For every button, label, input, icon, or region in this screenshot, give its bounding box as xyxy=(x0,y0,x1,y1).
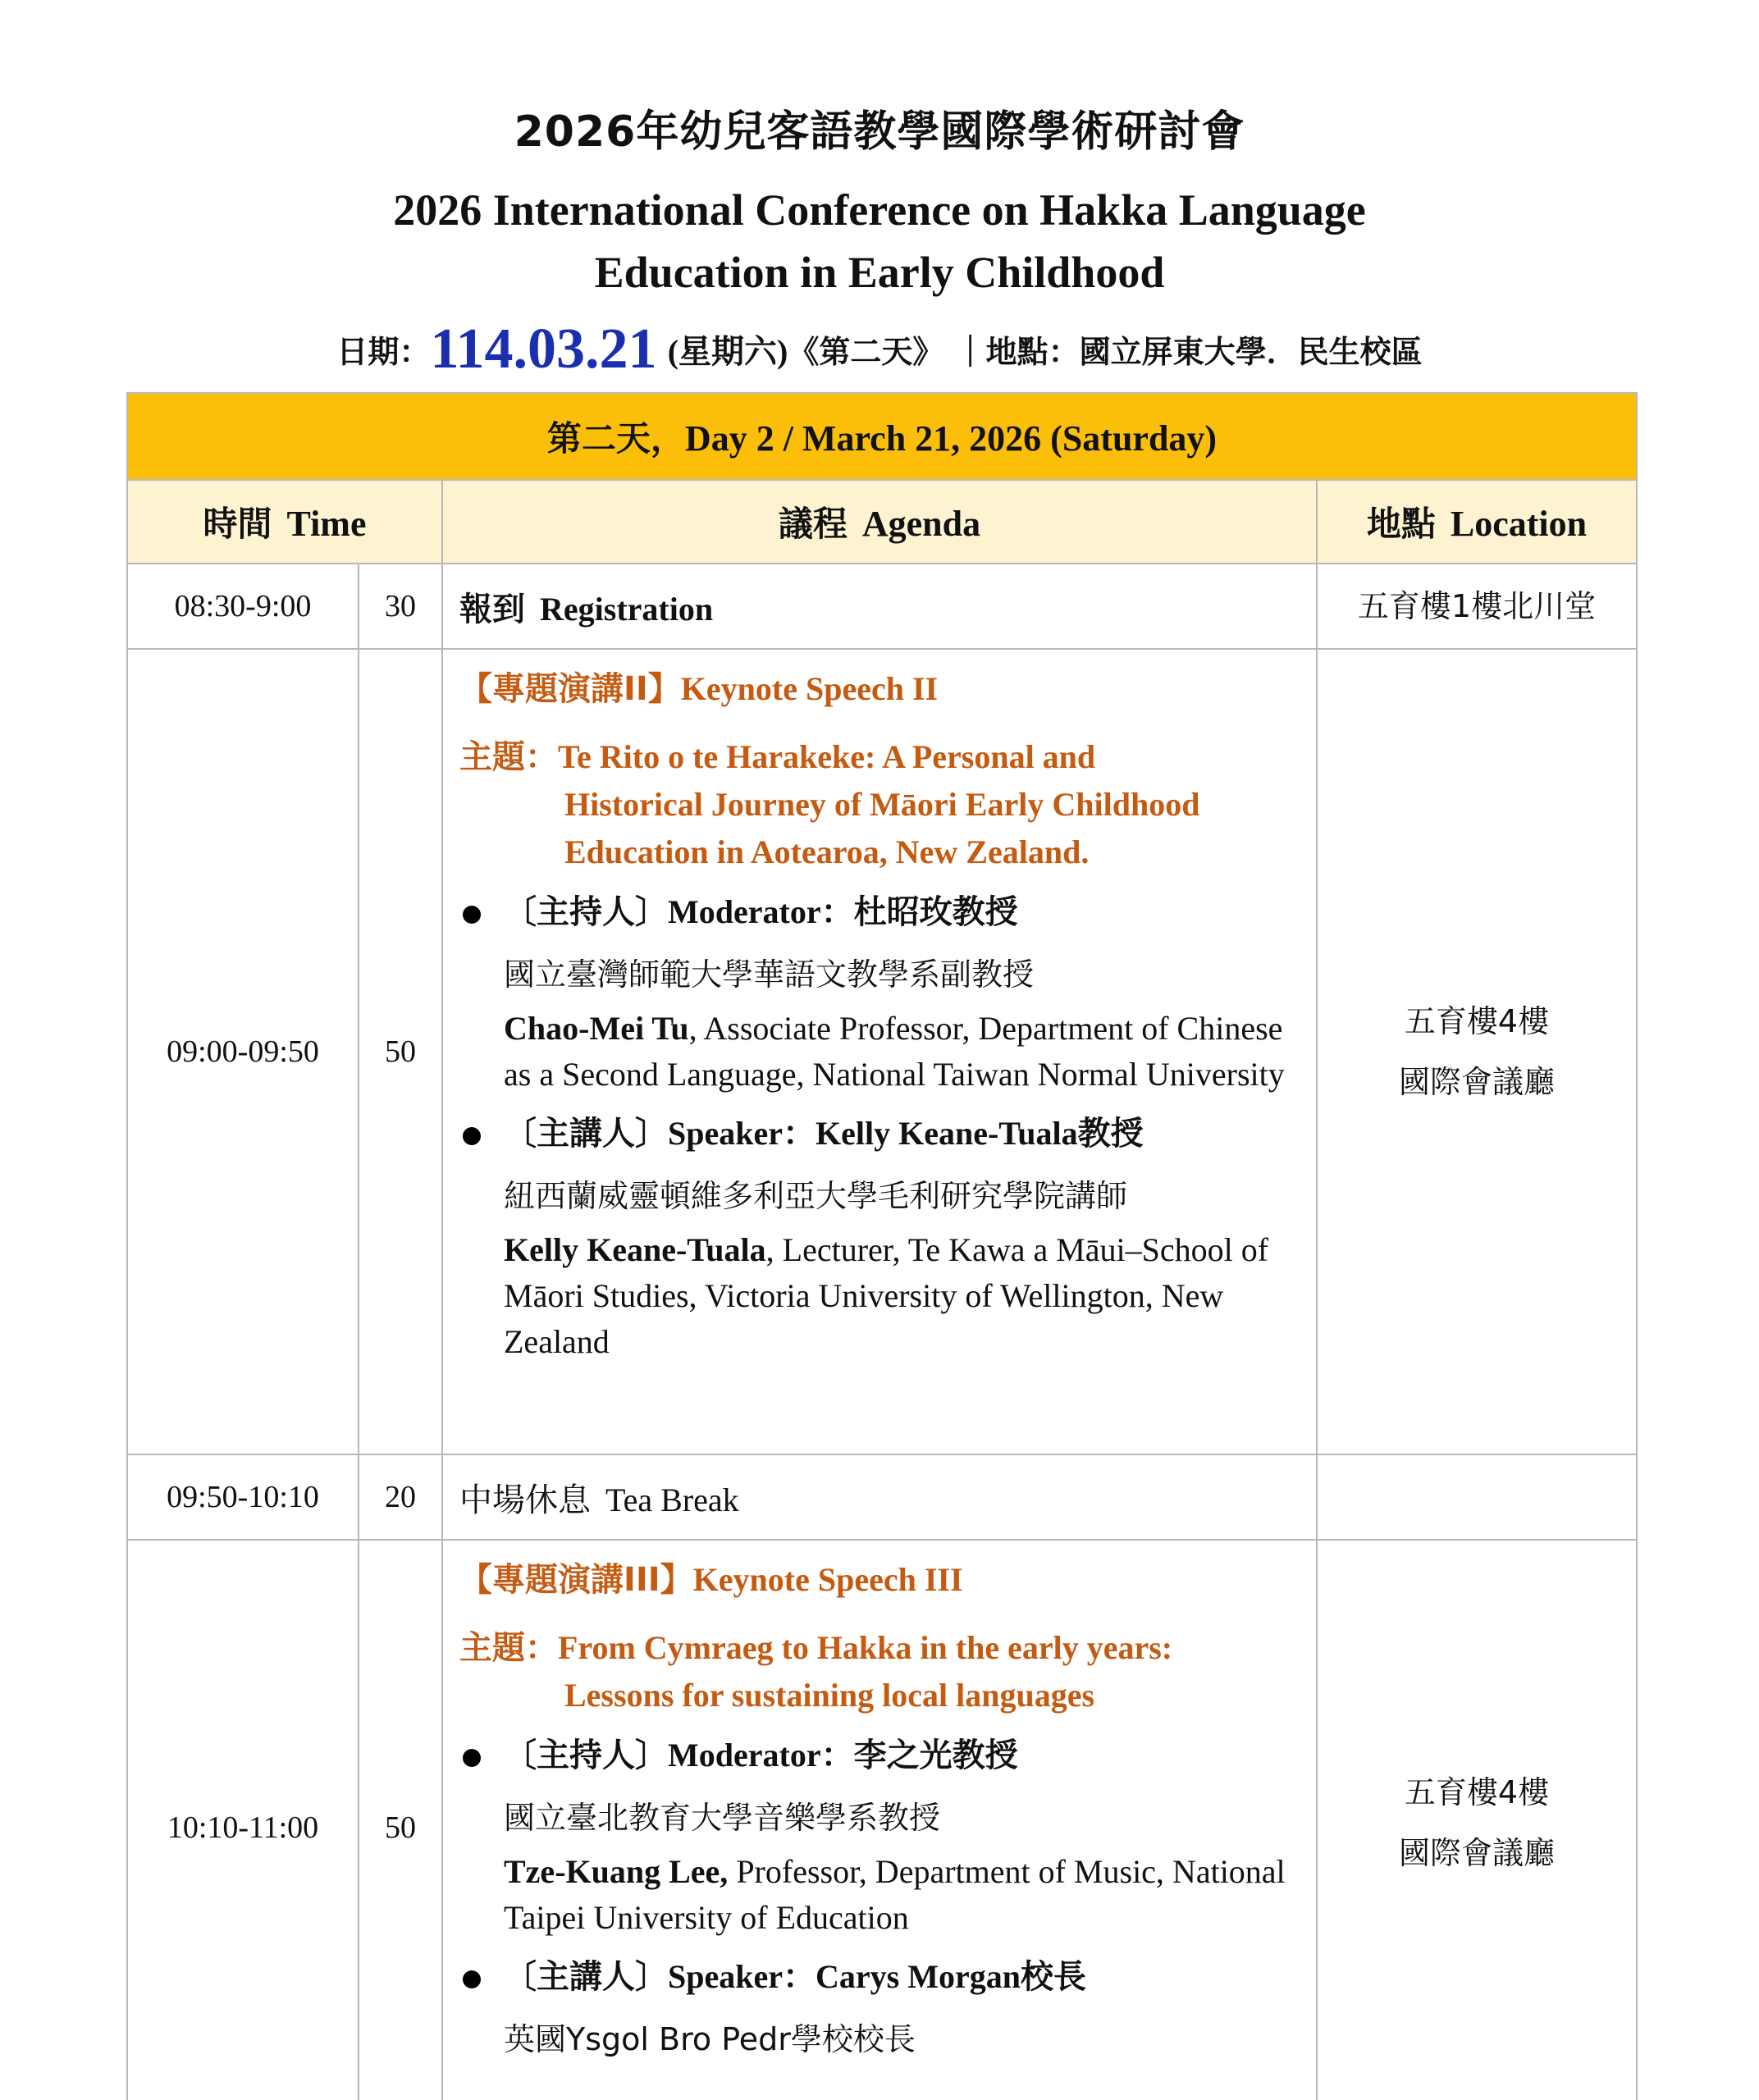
date-value: 114.03.21 xyxy=(430,317,657,381)
speaker-line xyxy=(459,1111,1301,1157)
speaker-affiliation-en xyxy=(459,1227,1301,1365)
bullet-icon xyxy=(463,1970,481,1988)
minutes-cell: 20 xyxy=(359,1454,442,1540)
keynote-topic xyxy=(459,733,1301,876)
minutes-cell: 50 xyxy=(359,1540,442,2100)
location-line1: 五育樓4樓 xyxy=(1404,1003,1550,1039)
agenda-cell xyxy=(442,1540,1317,2100)
location-line1: 五育樓4樓 xyxy=(1404,1774,1550,1810)
moderator-line xyxy=(459,889,1301,935)
time-cell: 09:00-09:50 xyxy=(127,649,359,1454)
location-line2: 國際會議廳 xyxy=(1398,1835,1555,1871)
column-header-time-zh: 時間 xyxy=(203,504,272,544)
column-header-row xyxy=(127,480,1637,564)
keynote-title-zh: 【專題演講II】 xyxy=(459,670,681,708)
speaker-affiliation-zh: 紐西蘭威靈頓維多利亞大學毛利研究學院講師 xyxy=(504,1178,1128,1214)
bullet-icon xyxy=(463,906,481,924)
column-header-location-en: Location xyxy=(1450,504,1588,544)
registration-zh: 報到 xyxy=(459,590,525,628)
speaker-name-en: Kelly Keane-Tuala xyxy=(504,1231,766,1268)
moderator-affiliation-zh: 國立臺北教育大學音樂學系教授 xyxy=(504,1800,941,1836)
agenda-cell xyxy=(442,564,1317,649)
moderator-role-zh: 〔主持人〕 xyxy=(504,1737,668,1774)
table-row-keynote-3 xyxy=(127,1540,1637,2100)
speaker-role-zh: 〔主講人〕 xyxy=(504,1115,668,1153)
location-cell: 五育樓1樓北川堂 xyxy=(1317,564,1637,649)
topic-line1: From Cymraeg to Hakka in the early years: xyxy=(558,1629,1173,1666)
column-header-agenda-zh: 議程 xyxy=(778,504,848,544)
topic-line1: Te Rito o te Harakeke: A Personal and xyxy=(558,738,1096,775)
registration-en: Registration xyxy=(540,590,714,628)
keynote-title-en: Keynote Speech II xyxy=(680,670,939,707)
moderator-affiliation-en xyxy=(459,1849,1301,1941)
keynote-title xyxy=(459,668,1301,710)
time-cell: 08:30-9:00 xyxy=(127,564,359,649)
moderator-name-zh: 杜昭玫教授 xyxy=(853,893,1018,931)
column-header-location-zh: 地點 xyxy=(1366,504,1436,544)
title-english-line1: 2026 International Conference on Hakka Language xyxy=(393,185,1366,235)
keynote-title-en: Keynote Speech III xyxy=(692,1561,963,1598)
break-en: Tea Break xyxy=(605,1481,739,1518)
title-english-line2: Education in Early Childhood xyxy=(594,248,1165,297)
topic-label: 主題： xyxy=(459,1629,558,1667)
table-row-break xyxy=(127,1454,1637,1540)
title-chinese: 2026年幼兒客語教學國際學術研討會 xyxy=(514,107,1245,157)
speaker-affiliation-zh: 英國Ysgol Bro Pedr學校校長 xyxy=(504,2021,916,2057)
moderator-affiliation-en xyxy=(459,1006,1301,1098)
speaker-role-en: Speaker：Carys Morgan xyxy=(668,1958,1021,1995)
moderator-role-en: Moderator： xyxy=(668,1737,854,1774)
speaker-title-zh: 校長 xyxy=(1020,1958,1086,1996)
date-weekday: (星期六) xyxy=(667,333,788,370)
location-cell xyxy=(1317,1454,1637,1540)
column-header-agenda xyxy=(442,480,1317,564)
day-banner-row xyxy=(127,393,1637,480)
bullet-icon xyxy=(463,1749,481,1767)
topic-line2: Historical Journey of Māori Early Childhood xyxy=(564,786,1200,823)
table-row-registration xyxy=(127,564,1637,649)
agenda-cell xyxy=(442,1454,1317,1540)
location-label: 地點：國立屏東大學．民生校區 xyxy=(985,334,1423,370)
minutes-cell: 50 xyxy=(359,649,442,1454)
agenda-table xyxy=(126,392,1638,2100)
date-location-line xyxy=(0,317,1759,382)
time-cell: 09:50-10:10 xyxy=(127,1454,359,1540)
bullet-icon xyxy=(463,1127,481,1145)
topic-line2: Lessons for sustaining local languages xyxy=(564,1677,1095,1714)
moderator-affiliation-zh: 國立臺灣師範大學華語文教學系副教授 xyxy=(504,956,1035,993)
speaker-affiliation-en-text: , Lecturer, Te Kawa a Māui–School of Māori Studies, Victoria University of Wellington, New Zealand xyxy=(504,1231,1269,1360)
keynote-title xyxy=(459,1559,1301,1601)
date-label: 日期： xyxy=(336,334,431,370)
speaker-role-zh: 〔主講人〕 xyxy=(504,1958,668,1996)
location-cell xyxy=(1317,649,1637,1454)
moderator-affiliation-en-text: , Associate Professor, Department of Chinese as a Second Language, National Taiwan Normal University xyxy=(504,1010,1285,1093)
keynote-title-zh: 【專題演講III】 xyxy=(459,1561,693,1599)
moderator-name-zh: 李之光教授 xyxy=(853,1737,1018,1774)
separator: ｜ xyxy=(954,334,986,370)
table-row-keynote-2 xyxy=(127,649,1637,1454)
column-header-location xyxy=(1317,480,1637,564)
date-day: 《第二天》 xyxy=(788,334,944,370)
column-header-agenda-en: Agenda xyxy=(861,504,981,544)
moderator-name-en: Tze-Kuang Lee, xyxy=(504,1853,729,1890)
location-cell xyxy=(1317,1540,1637,2100)
column-header-time-en: Time xyxy=(286,504,367,544)
column-header-time xyxy=(127,480,442,564)
day-banner-zh: 第二天， xyxy=(546,418,685,459)
moderator-role-en: Moderator： xyxy=(668,893,854,930)
moderator-affiliation-en-text: Professor, Department of Music, National Taipei University of Education xyxy=(504,1853,1286,1936)
day-banner xyxy=(127,393,1637,480)
day-banner-en: Day 2 / March 21, 2026 (Saturday) xyxy=(684,418,1218,459)
moderator-name-en: Chao-Mei Tu xyxy=(504,1010,689,1047)
speaker-line xyxy=(459,1954,1301,2000)
break-zh: 中場休息 xyxy=(459,1481,591,1519)
moderator-line xyxy=(459,1732,1301,1778)
keynote-topic xyxy=(459,1624,1301,1719)
time-cell: 10:10-11:00 xyxy=(127,1540,359,2100)
title-english xyxy=(0,179,1759,304)
agenda-cell xyxy=(442,649,1317,1454)
moderator-role-zh: 〔主持人〕 xyxy=(504,893,668,931)
topic-label: 主題： xyxy=(459,738,558,776)
speaker-title-zh: 教授 xyxy=(1077,1115,1144,1153)
speaker-role-en: Speaker：Kelly Keane-Tuala xyxy=(668,1115,1078,1152)
topic-line3: Education in Aotearoa, New Zealand. xyxy=(564,833,1090,870)
minutes-cell: 30 xyxy=(359,564,442,649)
location-line2: 國際會議廳 xyxy=(1398,1064,1555,1100)
